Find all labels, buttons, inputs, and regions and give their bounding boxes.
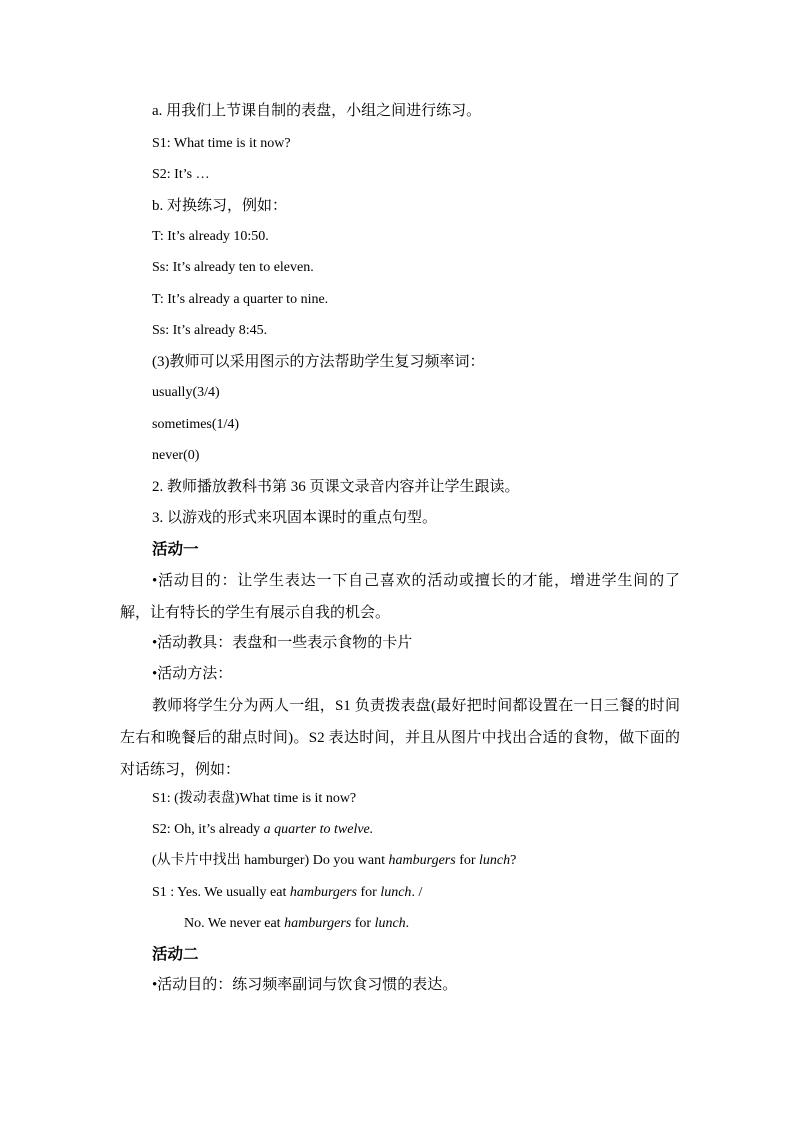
dialogue-text: S2: Oh, it’s already xyxy=(152,822,264,837)
dialogue-line: T: It’s already a quarter to nine. xyxy=(152,292,329,307)
dialogue-text: for xyxy=(455,853,480,868)
activity-1-method: 教师将学生分为两人一组，S1 负责拨表盘(最好把时间都设置在一日三餐的时间左右和晚餐后的甜点时间)。S2 表达时间，并且从图片中找出合适的食物，做下面的对话练习，例如： xyxy=(120,698,680,778)
activity-1-tools: •活动教具：表盘和一些表示食物的卡片 xyxy=(152,635,413,651)
dialogue-emphasis: lunch xyxy=(380,885,412,900)
dialogue-emphasis: lunch xyxy=(479,853,511,868)
dialogue-line xyxy=(184,917,409,931)
frequency-word: usually(3/4) xyxy=(152,385,220,400)
item-2: 2. 教师播放教科书第 36 页课文录音内容并让学生跟读。 xyxy=(152,479,520,495)
dialogue-line xyxy=(152,823,373,837)
dialogue-emphasis: hamburgers xyxy=(289,885,357,900)
frequency-word: never(0) xyxy=(152,448,200,463)
activity-1-goal: •活动目的：让学生表达一下自己喜欢的活动或擅长的才能，增进学生间的了解，让有特长的学生有展示自我的机会。 xyxy=(120,573,680,621)
activity-2-title: 活动二 xyxy=(152,946,199,963)
dialogue-text: ? xyxy=(510,853,517,868)
dialogue-text: (从卡片中找出 hamburger) Do you want xyxy=(152,853,389,868)
activity-1-title: 活动一 xyxy=(152,541,199,558)
dialogue-line xyxy=(152,886,422,900)
activity-2-goal: •活动目的：练习频率副词与饮食习惯的表达。 xyxy=(152,977,458,993)
dialogue-emphasis: lunch xyxy=(374,916,406,931)
dialogue-line: S2: It’s … xyxy=(152,167,210,182)
step-b: b. 对换练习，例如： xyxy=(152,198,288,214)
dialogue-text: for xyxy=(357,885,381,900)
dialogue-line: Ss: It’s already ten to eleven. xyxy=(152,260,314,275)
dialogue-line: S1: What time is it now? xyxy=(152,136,291,151)
dialogue-line xyxy=(152,854,516,868)
activity-1-method-label: •活动方法： xyxy=(152,666,233,682)
dialogue-emphasis: hamburgers xyxy=(284,916,352,931)
dialogue-line: S1: (拨动表盘)What time is it now? xyxy=(152,791,357,806)
dialogue-line: Ss: It’s already 8:45. xyxy=(152,323,268,338)
frequency-word: sometimes(1/4) xyxy=(152,417,240,432)
dialogue-text: for xyxy=(351,916,375,931)
dialogue-text: S1 : Yes. We usually eat xyxy=(152,885,290,900)
dialogue-line: T: It’s already 10:50. xyxy=(152,229,269,244)
dialogue-text: . / xyxy=(411,885,423,900)
dialogue-emphasis: a quarter to twelve. xyxy=(263,822,374,837)
item-3: 3. 以游戏的形式来巩固本课时的重点句型。 xyxy=(152,510,438,526)
step-3: (3)教师可以采用图示的方法帮助学生复习频率词： xyxy=(152,354,485,370)
step-a: a. 用我们上节课自制的表盘，小组之间进行练习。 xyxy=(152,103,482,119)
dialogue-emphasis: hamburgers xyxy=(388,853,456,868)
dialogue-text: No. We never eat xyxy=(184,916,285,931)
dialogue-text: . xyxy=(405,916,410,931)
